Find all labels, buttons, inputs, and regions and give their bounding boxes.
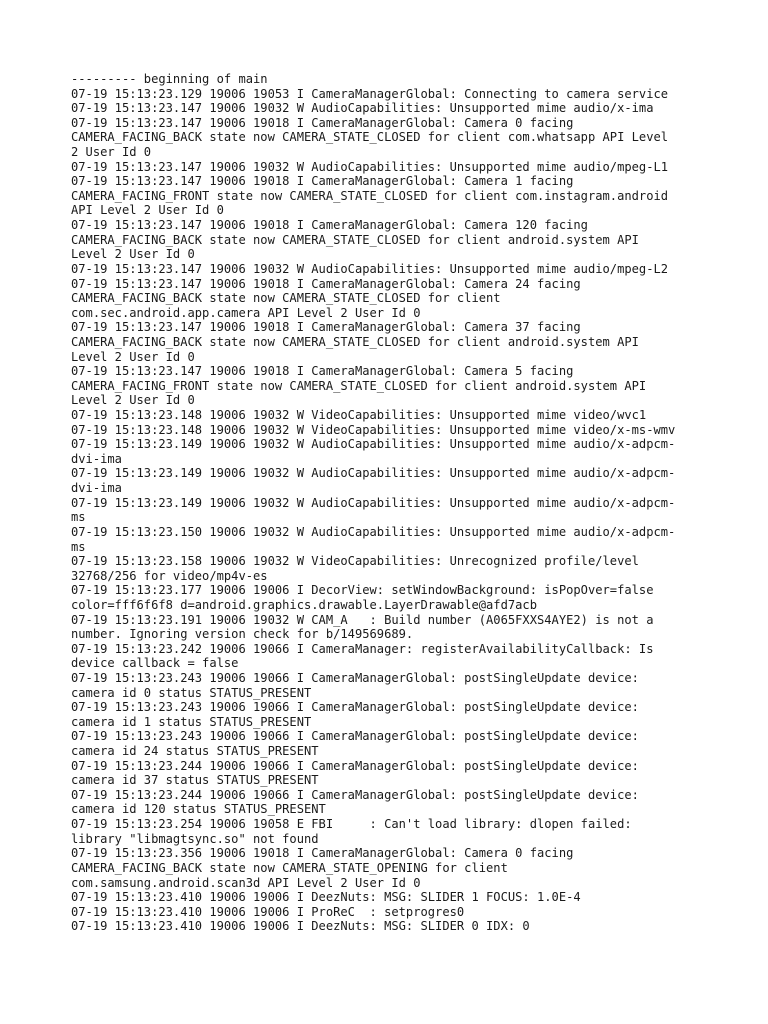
- log-line: 07-19 15:13:23.254 19006 19058 E FBI : Can't load library: dlopen failed:: [71, 817, 632, 832]
- log-line: API Level 2 User Id 0: [71, 203, 224, 218]
- log-line: 07-19 15:13:23.147 19006 19018 I CameraManagerGlobal: Camera 24 facing: [71, 276, 581, 291]
- log-line: 32768/256 for video/mp4v-es: [71, 568, 268, 583]
- log-line: Level 2 User Id 0: [71, 247, 195, 262]
- log-line: 07-19 15:13:23.148 19006 19032 W VideoCapabilities: Unsupported mime video/x-ms-wmv: [71, 422, 676, 437]
- log-line: 07-19 15:13:23.242 19006 19066 I CameraManager: registerAvailabilityCallback: Is: [71, 641, 654, 656]
- log-line: 07-19 15:13:23.410 19006 19006 I DeezNuts: MSG: SLIDER 0 IDX: 0: [71, 919, 530, 934]
- log-line: 07-19 15:13:23.177 19006 19006 I DecorView: setWindowBackground: isPopOver=false: [71, 583, 654, 598]
- log-line: device callback = false: [71, 656, 239, 671]
- log-line: CAMERA_FACING_BACK state now CAMERA_STATE_CLOSED for client: [71, 291, 501, 306]
- log-line: dvi-ima: [71, 451, 122, 466]
- log-line: 07-19 15:13:23.356 19006 19018 I CameraManagerGlobal: Camera 0 facing: [71, 846, 574, 861]
- log-line: 07-19 15:13:23.243 19006 19066 I CameraManagerGlobal: postSingleUpdate device:: [71, 700, 639, 715]
- log-line: 07-19 15:13:23.244 19006 19066 I CameraManagerGlobal: postSingleUpdate device:: [71, 787, 639, 802]
- log-line: 07-19 15:13:23.147 19006 19018 I CameraManagerGlobal: Camera 0 facing: [71, 115, 574, 130]
- log-line: 07-19 15:13:23.149 19006 19032 W AudioCapabilities: Unsupported mime audio/x-adpcm-: [71, 466, 676, 481]
- log-line: dvi-ima: [71, 481, 122, 496]
- log-line: --------- beginning of main: [71, 72, 268, 86]
- log-line: CAMERA_FACING_BACK state now CAMERA_STATE_CLOSED for client com.whatsapp API Level: [71, 130, 669, 145]
- log-line: 07-19 15:13:23.410 19006 19006 I ProReC : setprogres0: [71, 904, 465, 919]
- log-document: [71, 72, 711, 934]
- log-line: 07-19 15:13:23.149 19006 19032 W AudioCapabilities: Unsupported mime audio/x-adpcm-: [71, 437, 676, 452]
- log-line: ms: [71, 510, 86, 525]
- log-line: Level 2 User Id 0: [71, 349, 195, 364]
- log-line: camera id 0 status STATUS_PRESENT: [71, 685, 312, 700]
- log-line: 2 User Id 0: [71, 145, 152, 160]
- log-line: com.samsung.android.scan3d API Level 2 User Id 0: [71, 875, 421, 890]
- log-line: 07-19 15:13:23.147 19006 19032 W AudioCapabilities: Unsupported mime audio/mpeg-L1: [71, 159, 669, 174]
- log-line: 07-19 15:13:23.129 19006 19053 I CameraManagerGlobal: Connecting to camera service: [71, 86, 669, 101]
- log-line: CAMERA_FACING_FRONT state now CAMERA_STATE_CLOSED for client android.system API: [71, 378, 647, 393]
- log-line: CAMERA_FACING_BACK state now CAMERA_STATE_CLOSED for client android.system API: [71, 334, 639, 349]
- log-line: CAMERA_FACING_FRONT state now CAMERA_STATE_CLOSED for client com.instagram.android: [71, 188, 669, 203]
- log-line: 07-19 15:13:23.149 19006 19032 W AudioCapabilities: Unsupported mime audio/x-adpcm-: [71, 495, 676, 510]
- log-line: color=fff6f6f8 d=android.graphics.drawable.LayerDrawable@afd7acb: [71, 597, 537, 612]
- log-line: number. Ignoring version check for b/149569689.: [71, 627, 414, 642]
- log-line: com.sec.android.app.camera API Level 2 User Id 0: [71, 305, 421, 320]
- log-line: 07-19 15:13:23.243 19006 19066 I CameraManagerGlobal: postSingleUpdate device:: [71, 729, 639, 744]
- log-line: 07-19 15:13:23.147 19006 19018 I CameraManagerGlobal: Camera 120 facing: [71, 218, 588, 233]
- log-line: 07-19 15:13:23.244 19006 19066 I CameraManagerGlobal: postSingleUpdate device:: [71, 758, 639, 773]
- log-line: camera id 120 status STATUS_PRESENT: [71, 802, 326, 817]
- log-line: ms: [71, 539, 86, 554]
- log-line: CAMERA_FACING_BACK state now CAMERA_STATE_CLOSED for client android.system API: [71, 232, 639, 247]
- log-line: 07-19 15:13:23.147 19006 19018 I CameraManagerGlobal: Camera 1 facing: [71, 174, 574, 189]
- log-line: 07-19 15:13:23.158 19006 19032 W VideoCapabilities: Unrecognized profile/level: [71, 554, 639, 569]
- log-line: 07-19 15:13:23.147 19006 19018 I CameraManagerGlobal: Camera 37 facing: [71, 320, 581, 335]
- log-line: camera id 1 status STATUS_PRESENT: [71, 714, 312, 729]
- log-line: 07-19 15:13:23.147 19006 19032 W AudioCapabilities: Unsupported mime audio/mpeg-L2: [71, 261, 669, 276]
- log-line: Level 2 User Id 0: [71, 393, 195, 408]
- log-line: 07-19 15:13:23.410 19006 19006 I DeezNuts: MSG: SLIDER 1 FOCUS: 1.0E-4: [71, 890, 581, 905]
- log-line: 07-19 15:13:23.191 19006 19032 W CAM_A : Build number (A065FXXS4AYE2) is not a: [71, 612, 654, 627]
- log-line: 07-19 15:13:23.150 19006 19032 W AudioCapabilities: Unsupported mime audio/x-adpcm-: [71, 524, 676, 539]
- log-line: 07-19 15:13:23.243 19006 19066 I CameraManagerGlobal: postSingleUpdate device:: [71, 670, 639, 685]
- log-line: 07-19 15:13:23.148 19006 19032 W VideoCapabilities: Unsupported mime video/wvc1: [71, 408, 647, 423]
- log-line: CAMERA_FACING_BACK state now CAMERA_STATE_OPENING for client: [71, 860, 508, 875]
- log-line: camera id 37 status STATUS_PRESENT: [71, 773, 319, 788]
- log-line: library "libmagtsync.so" not found: [71, 831, 319, 846]
- log-line: 07-19 15:13:23.147 19006 19032 W AudioCapabilities: Unsupported mime audio/x-ima: [71, 101, 654, 116]
- log-line: camera id 24 status STATUS_PRESENT: [71, 744, 319, 759]
- log-line: 07-19 15:13:23.147 19006 19018 I CameraManagerGlobal: Camera 5 facing: [71, 364, 574, 379]
